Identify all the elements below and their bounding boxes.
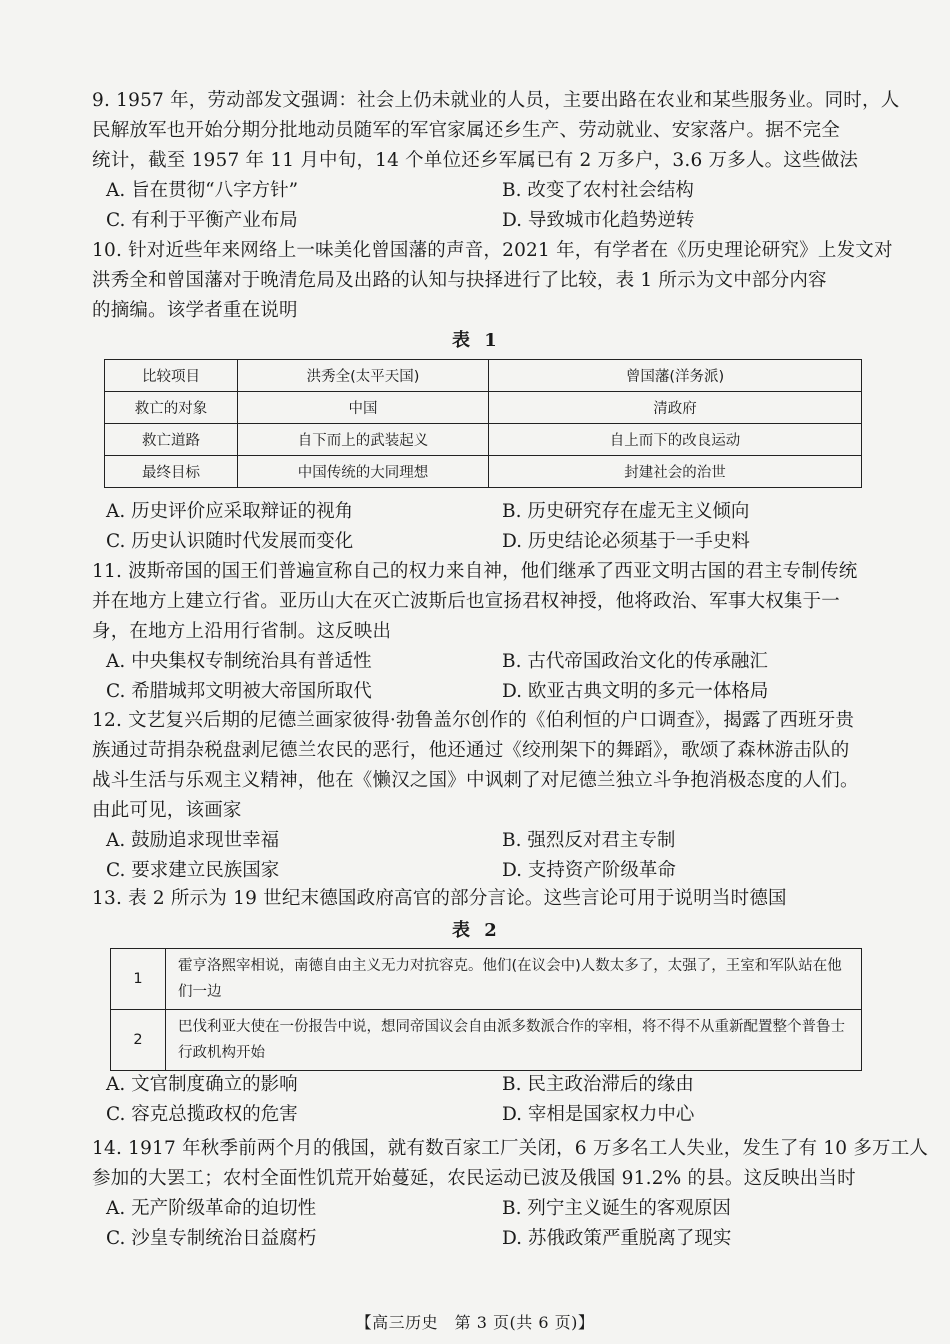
option-d[interactable]: D. 欧亚古典文明的多元一体格局 [502,681,769,702]
table-cell: 封建社会的治世 [489,456,862,488]
question-13 [92,884,872,914]
option-c[interactable]: C. 希腊城邦文明被大帝国所取代 [106,681,372,702]
option-row [92,1194,872,1224]
option-c[interactable]: C. 沙皇专制统治日益腐朽 [106,1228,317,1249]
table-cell: 洪秀全(太平天国) [238,360,489,392]
question-11 [92,557,872,707]
table-cell: 1 [111,949,166,1010]
question-9 [92,86,900,236]
table-cell: 最终目标 [105,456,238,488]
table-cell: 霍亨洛熙宰相说，南德自由主义无力对抗容克。他们(在议会中)人数太多了，太强了，王室和军队站在他们一边 [166,949,862,1010]
option-row [92,826,872,856]
question-text-line: 10. 针对近些年来网络上一味美化曾国藩的声音，2021 年，有学者在《历史理论研究》上发文对 [92,240,893,261]
option-c[interactable]: C. 有利于平衡产业布局 [106,210,298,231]
option-b[interactable]: B. 民主政治滞后的缘由 [502,1074,694,1095]
question-10 [92,236,893,326]
option-row [92,1224,872,1254]
option-a[interactable]: A. 无产阶级革命的迫切性 [106,1198,317,1219]
table-1-caption: 表 1 [452,330,501,351]
question-text-line: 族通过苛捐杂税盘剥尼德兰农民的恶行，他还通过《绞刑架下的舞蹈》，歌颂了森林游击队的 [92,740,850,761]
table-row [105,360,862,392]
question-text-line: 民解放军也开始分期分批地动员随军的军官家属还乡生产、劳动就业、安家落户。据不完全 [92,120,841,141]
table-cell: 2 [111,1010,166,1071]
table-cell: 救亡道路 [105,424,238,456]
table-cell: 比较项目 [105,360,238,392]
table-row [111,949,862,1010]
option-row [92,1100,872,1130]
table-row [105,456,862,488]
option-row [92,497,872,527]
table-cell: 自上而下的改良运动 [489,424,862,456]
question-text-line: 洪秀全和曾国藩对于晚清危局及出路的认知与抉择进行了比较，表 1 所示为文中部分内容 [92,270,827,291]
option-row [92,647,872,677]
option-row [92,206,872,236]
table-cell: 中国 [238,392,489,424]
question-text-line: 战斗生活与乐观主义精神，他在《懒汉之国》中讽刺了对尼德兰独立斗争抱消极态度的人们。 [92,770,859,791]
table-cell: 自下而上的武装起义 [238,424,489,456]
table-2-caption: 表 2 [452,920,501,941]
option-row [92,176,872,206]
option-b[interactable]: B. 历史研究存在虚无主义倾向 [502,501,750,522]
question-12 [92,706,872,886]
option-b[interactable]: B. 列宁主义诞生的客观原因 [502,1198,731,1219]
option-d[interactable]: D. 苏俄政策严重脱离了现实 [502,1228,732,1249]
question-text-line: 的摘编。该学者重在说明 [92,300,298,321]
table-cell: 曾国藩(洋务派) [489,360,862,392]
option-a[interactable]: A. 历史评价应采取辩证的视角 [106,501,354,522]
question-14 [92,1134,929,1254]
table-row [105,424,862,456]
page-footer: 【高三历史 第 3 页(共 6 页)】 [355,1313,595,1332]
option-d[interactable]: D. 支持资产阶级革命 [502,860,676,881]
table-cell: 中国传统的大同理想 [238,456,489,488]
table-row [105,392,862,424]
option-row [92,677,872,707]
question-text-line: 11. 波斯帝国的国王们普遍宣称自己的权力来自神，他们继承了西亚文明古国的君主专制传统 [92,561,858,582]
option-d[interactable]: D. 历史结论必须基于一手史料 [502,531,750,552]
question-text-line: 统计，截至 1957 年 11 月中旬，14 个单位还乡军属已有 2 万多户，3.6 万多人。这些做法 [92,150,859,171]
option-row [92,1070,872,1100]
table-cell: 救亡的对象 [105,392,238,424]
option-d[interactable]: D. 导致城市化趋势逆转 [502,210,695,231]
question-text-line: 参加的大罢工；农村全面性饥荒开始蔓延，农民运动已波及俄国 91.2% 的县。这反映出当时 [92,1168,856,1189]
option-b[interactable]: B. 古代帝国政治文化的传承融汇 [502,651,768,672]
table-2 [110,948,862,1071]
question-text-line: 14. 1917 年秋季前两个月的俄国，就有数百家工厂关闭，6 万多名工人失业，发生了有 10 多万工人 [92,1138,929,1159]
question-text-line: 9. 1957 年，劳动部发文强调：社会上仍未就业的人员，主要出路在农业和某些服务业。同时，人 [92,90,900,111]
option-row [92,527,872,557]
question-text-line: 12. 文艺复兴后期的尼德兰画家彼得·勃鲁盖尔创作的《伯利恒的户口调查》，揭露了西班牙贵 [92,710,855,731]
table-cell: 巴伐利亚大使在一份报告中说，想同帝国议会自由派多数派合作的宰相，将不得不从重新配置整个普鲁士行政机构开始 [166,1010,862,1071]
option-b[interactable]: B. 改变了农村社会结构 [502,180,694,201]
table-cell: 清政府 [489,392,862,424]
option-a[interactable]: A. 文官制度确立的影响 [106,1074,298,1095]
option-c[interactable]: C. 历史认识随时代发展而变化 [106,531,354,552]
option-a[interactable]: A. 旨在贯彻“八字方针” [106,180,299,201]
option-a[interactable]: A. 鼓励追求现世幸福 [106,830,280,851]
question-text-line: 由此可见，该画家 [92,800,242,821]
option-row [92,856,872,886]
option-c[interactable]: C. 要求建立民族国家 [106,860,280,881]
option-d[interactable]: D. 宰相是国家权力中心 [502,1104,695,1125]
table-row [111,1010,862,1071]
question-text-line: 13. 表 2 所示为 19 世纪末德国政府高官的部分言论。这些言论可用于说明当时德国 [92,888,787,909]
question-10-options [92,497,872,557]
question-13-options [92,1070,872,1130]
option-c[interactable]: C. 容克总揽政权的危害 [106,1104,298,1125]
option-b[interactable]: B. 强烈反对君主专制 [502,830,676,851]
question-text-line: 并在地方上建立行省。亚历山大在灭亡波斯后也宣扬君权神授，他将政治、军事大权集于一 [92,591,841,612]
table-1 [104,359,862,488]
option-a[interactable]: A. 中央集权专制统治具有普适性 [106,651,372,672]
question-text-line: 身，在地方上沿用行省制。这反映出 [92,621,392,642]
